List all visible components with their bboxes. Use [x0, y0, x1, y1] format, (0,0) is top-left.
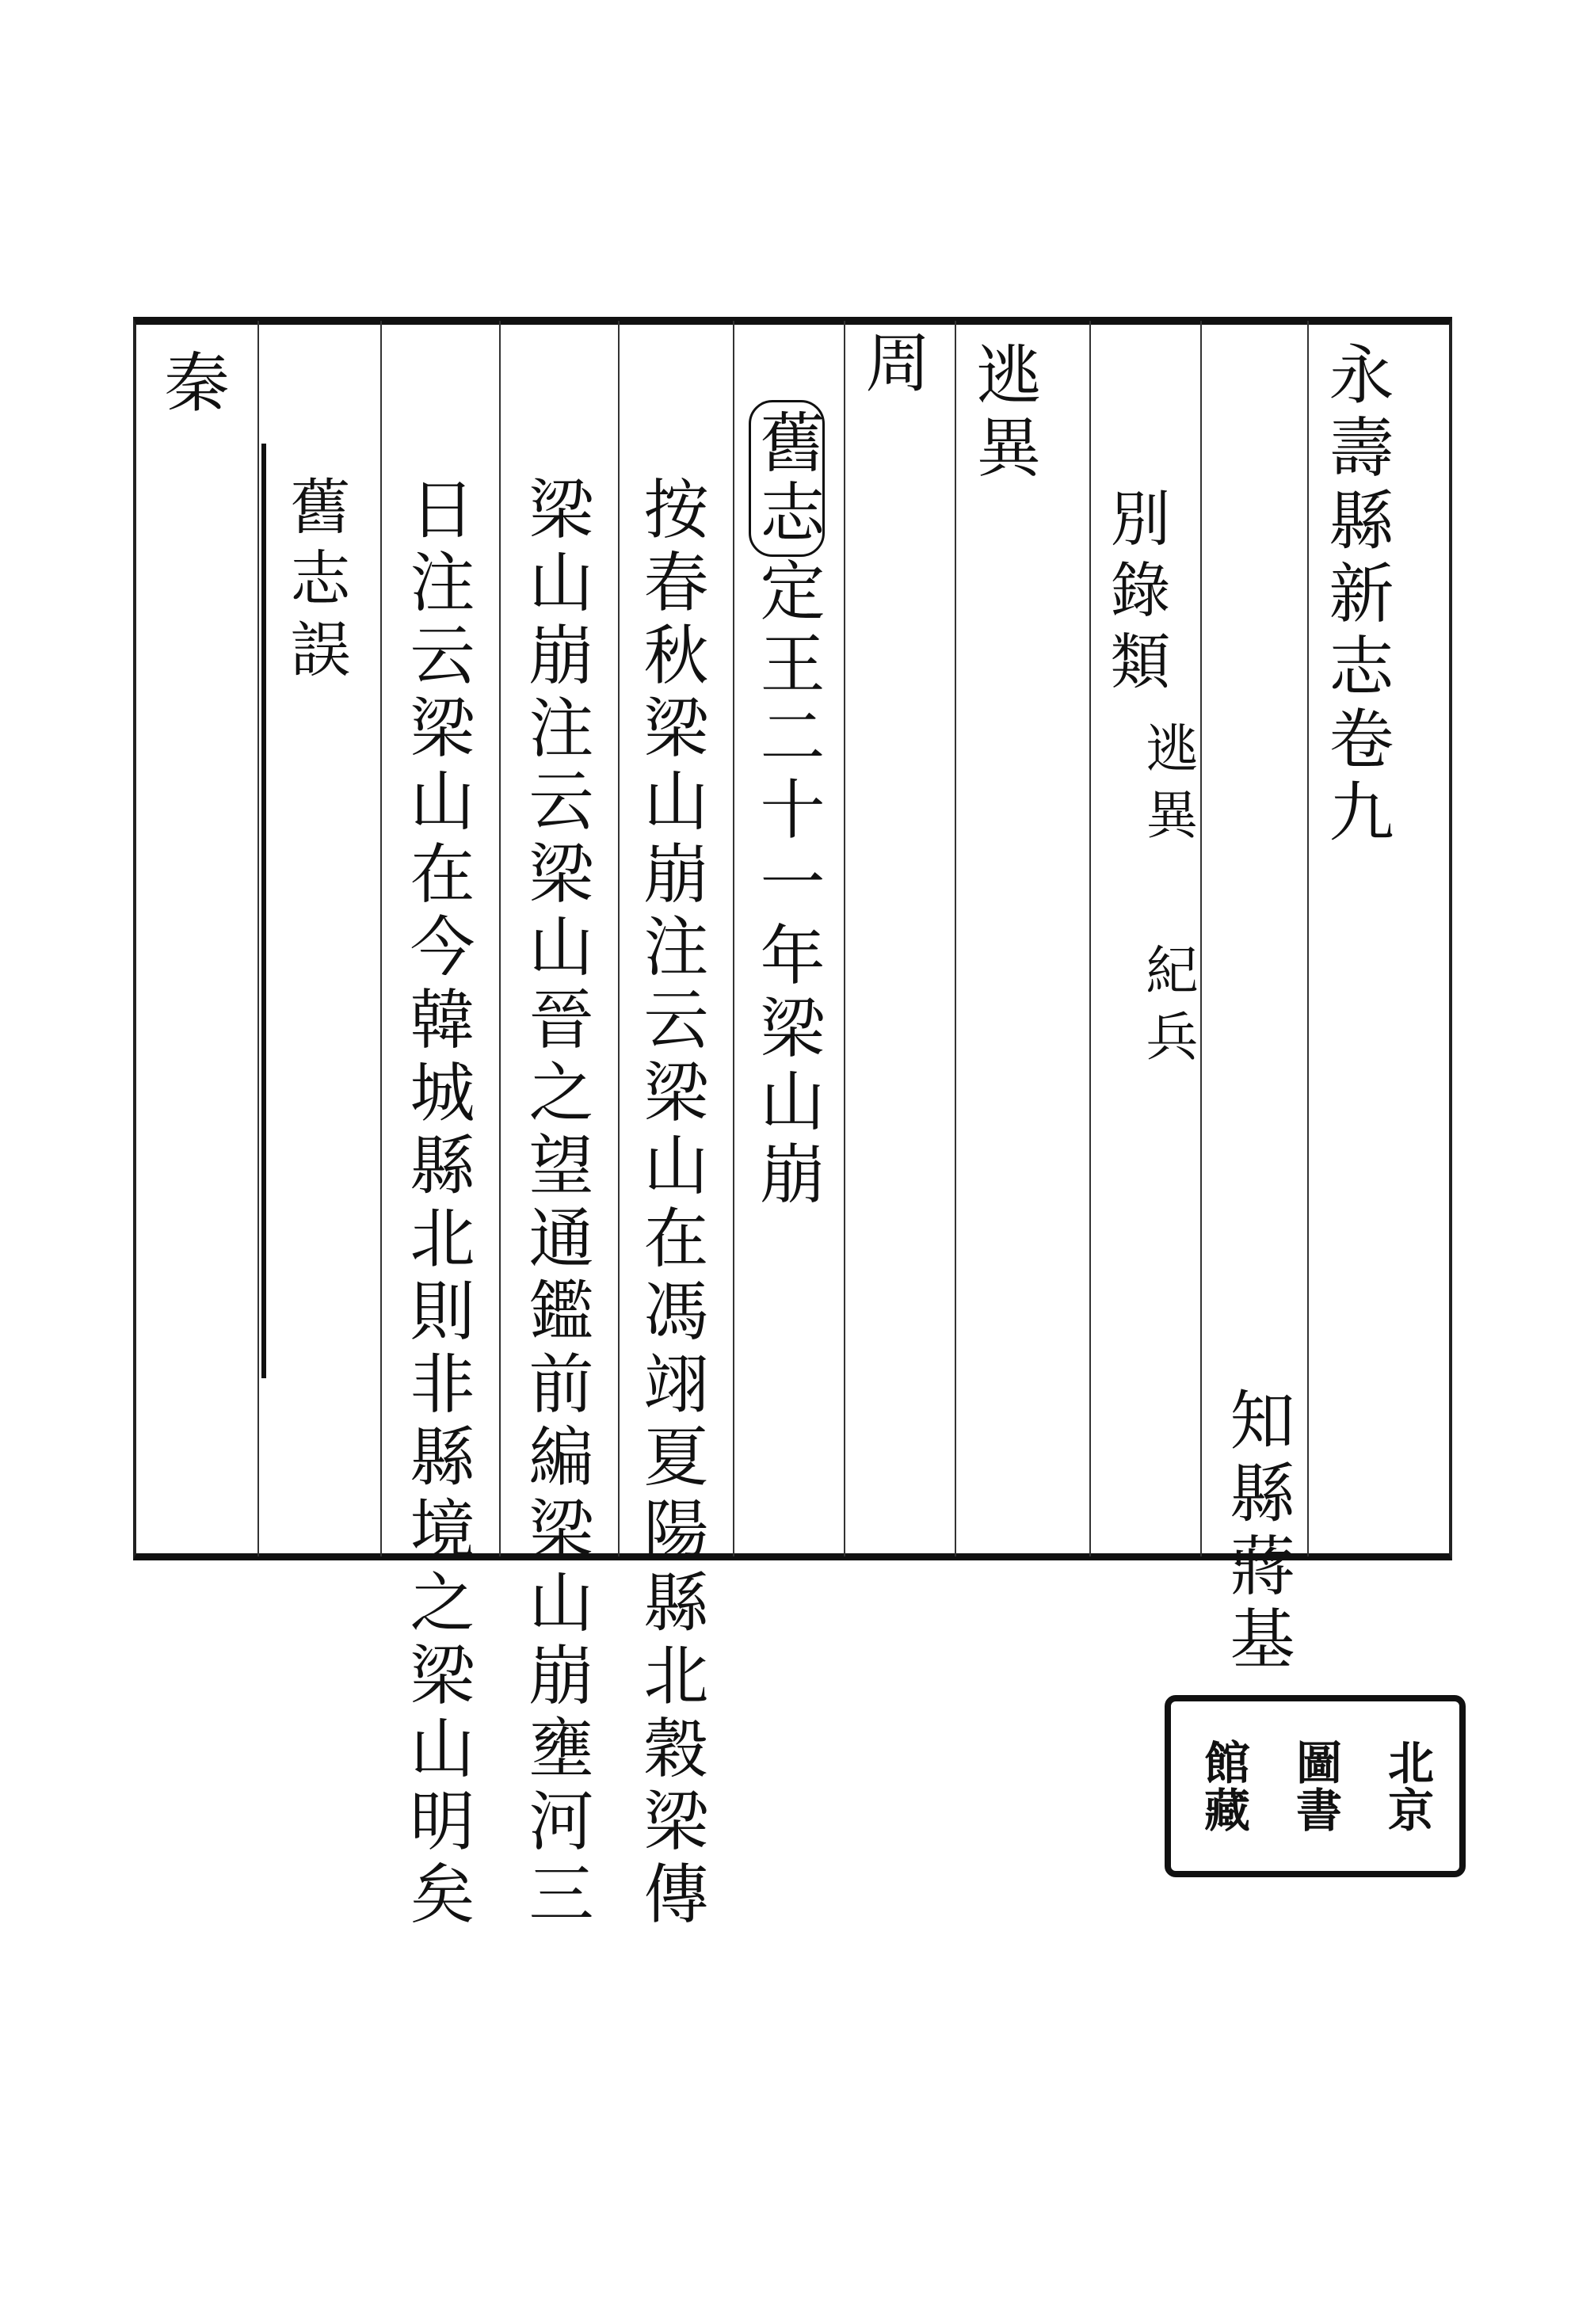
column-rule [257, 321, 259, 1556]
category-heading: 別錄類 [1100, 487, 1171, 701]
commentary-line: 日注云梁山在今韓城縣北則非縣境之梁山明矣 [399, 475, 475, 1933]
compiler-name: 知縣蔣基 [1219, 1386, 1295, 1678]
column-rule [844, 321, 845, 1556]
volume-title: 永壽縣新志卷九 [1318, 341, 1394, 851]
column-rule [1200, 321, 1202, 1556]
column-rule [380, 321, 382, 1556]
subcategory-label: 紀兵 [1137, 943, 1198, 1076]
column-rule [955, 321, 956, 1556]
entry-line [749, 400, 825, 1213]
source-tag: 舊志 [749, 400, 825, 557]
commentary-line: 舊志誤 [280, 475, 351, 689]
column-rule [499, 321, 501, 1556]
subcategory-label: 逃異 [1137, 721, 1198, 854]
commentary-line: 梁山崩注云梁山晉之望通鑑前編梁山崩壅河三 [518, 475, 593, 1933]
seal-text: 圖書 [1288, 1739, 1342, 1834]
column-rule [733, 321, 734, 1556]
section-heading: 逃異 [966, 341, 1041, 486]
seal-text: 北京 [1380, 1739, 1434, 1834]
seal-text: 館藏 [1196, 1739, 1250, 1834]
column-rule [1307, 321, 1309, 1556]
column-rule [1089, 321, 1091, 1556]
library-seal [1165, 1695, 1466, 1877]
dynasty-heading: 秦 [154, 349, 229, 421]
commentary-line: 按春秋梁山崩注云梁山在馮翊夏陽縣北穀梁傳 [633, 475, 708, 1933]
column-rule [618, 321, 620, 1556]
column-rule-thick [261, 444, 266, 1378]
dynasty-heading: 周 [855, 329, 930, 402]
entry-text: 定王二十一年梁山崩 [749, 557, 825, 1213]
